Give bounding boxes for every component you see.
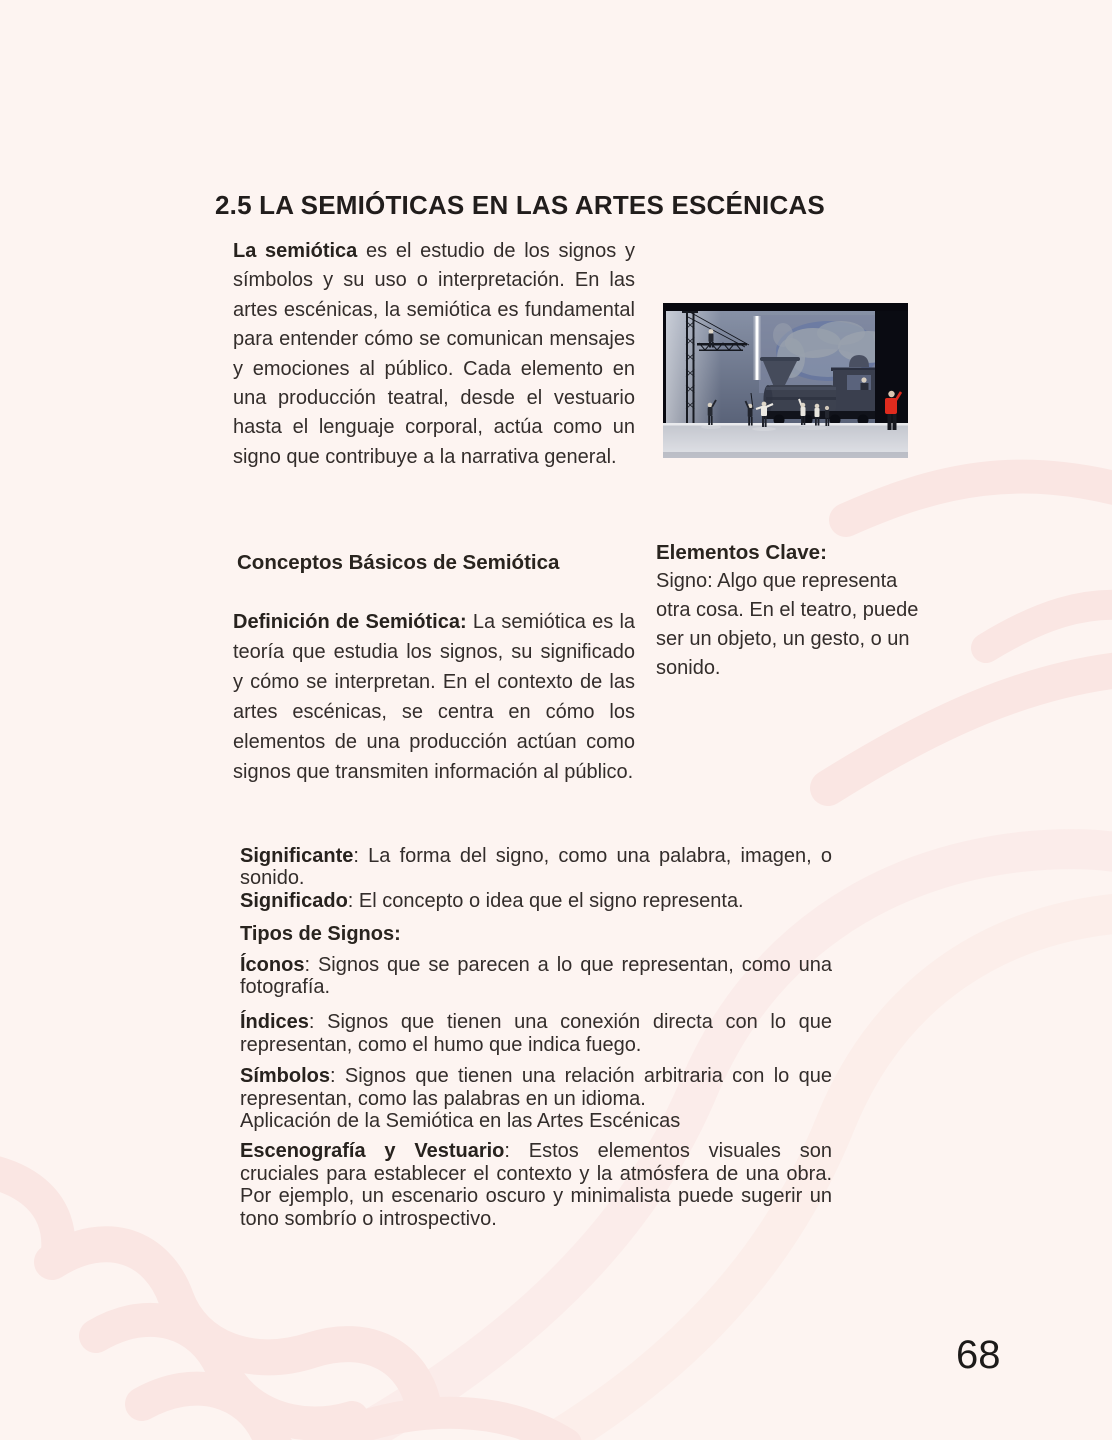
definition-paragraph	[233, 607, 635, 787]
light-beam	[756, 316, 759, 380]
simbolos-paragraph	[240, 1065, 832, 1110]
iconos-paragraph	[240, 954, 832, 999]
significante-text: : La forma del signo, como una palabra, imagen, o sonido.	[240, 845, 832, 890]
significado-paragraph	[240, 890, 832, 912]
significado-term: Significado	[240, 889, 348, 912]
key-elements-heading: Elementos Clave:	[656, 541, 827, 564]
significante-paragraph	[240, 845, 832, 890]
aplicacion-line: Aplicación de la Semiótica en las Artes Escénicas	[240, 1110, 681, 1133]
details-section	[240, 845, 832, 1230]
indices-text: : Signos que tienen una conexión directa con lo que representan, como el humo que indica fuego.	[240, 1011, 832, 1056]
iconos-text: : Signos que se parecen a lo que representan, como una fotografía.	[240, 953, 832, 999]
simbolos-text: : Signos que tienen una relación arbitraria con lo que representan, como las palabras en un idioma.	[240, 1065, 832, 1110]
tipos-heading: Tipos de Signos:	[240, 923, 401, 946]
stage-photo	[663, 303, 908, 458]
escenografia-term: Escenografía y Vestuario	[240, 1140, 505, 1163]
iconos-term: Íconos	[240, 953, 305, 976]
intro-lead-bold: La semiótica	[233, 240, 358, 262]
definition-lead-bold: Definición de Semiótica:	[233, 611, 467, 633]
key-elements-body: Signo: Algo que representa otra cosa. En el teatro, puede ser un objeto, un gesto, o un sonido.	[656, 570, 919, 679]
simbolos-term: Símbolos	[240, 1065, 331, 1088]
stage-photo-image	[663, 303, 908, 458]
key-elements-block	[656, 538, 928, 683]
indices-term: Índices	[240, 1011, 309, 1034]
page-number: 68	[956, 1333, 1001, 1377]
intro-paragraph	[233, 237, 635, 472]
significado-text: : El concepto o idea que el signo representa.	[347, 889, 744, 912]
page-title: 2.5 LA SEMIÓTICAS EN LAS ARTES ESCÉNICAS	[215, 190, 825, 220]
concepts-heading: Conceptos Básicos de Semiótica	[237, 551, 560, 574]
significante-term: Significante	[240, 845, 354, 867]
escenografia-text: : Estos elementos visuales son cruciales para establecer el contexto y la atmósfera de una obra. Por ejemplo, un escenario oscuro y minimalista puede sugerir un tono sombrío o introspectivo.	[240, 1140, 832, 1230]
definition-lead-rest: La semiótica es la teoría que estudia los signos, su significado y cómo se interpretan. En el contexto de las artes escénicas, se centra en cómo los elementos de una producción actúan como signos que transmiten información al público.	[233, 611, 636, 783]
intro-lead-rest: es el estudio de los signos y símbolos y su uso o interpretación. En las artes escénicas, la semiótica es fundamental para entender cómo se comunican mensajes y emociones al público. Cada elemento en una producción teatral, desde el vestuario hasta el lenguaje corporal, actúa como un signo que contribuye a la narrativa general.	[233, 240, 635, 468]
escenografia-paragraph	[240, 1140, 832, 1230]
indices-paragraph	[240, 1011, 832, 1056]
